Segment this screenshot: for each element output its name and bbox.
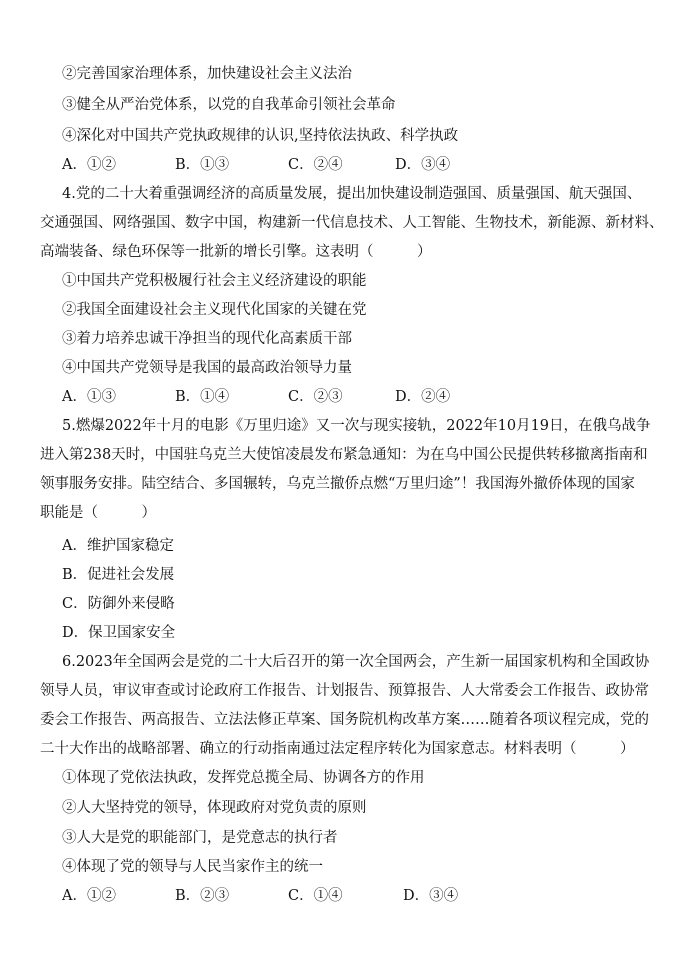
q4-stem-line-2: 交通强国、网络强国、数字中国，构建新一代信息技术、人工智能、生物技术，新能源、新材料、 xyxy=(40,215,664,231)
q6-stem-line-2: 领导人员，审议审查或讨论政府工作报告、计划报告、预算报告、人大常委会工作报告、政协常 xyxy=(40,683,649,699)
q6-option-c: C．①④ xyxy=(288,888,343,904)
q3-option-b: B．①③ xyxy=(175,157,230,173)
q5-option-a: A．维护国家稳定 xyxy=(62,538,174,554)
q3-statement-4: ④深化对中国共产党执政规律的认识,坚持依法执政、科学执政 xyxy=(62,128,459,144)
q3-option-c: C．②④ xyxy=(288,157,343,173)
q5-stem-line-4: 职能是（ ） xyxy=(40,505,156,521)
q6-statement-2: ②人大坚持党的领导，体现政府对党负责的原则 xyxy=(62,800,367,816)
q6-statement-1: ①体现了党依法执政，发挥党总揽全局、协调各方的作用 xyxy=(62,770,425,786)
q3-statement-3: ③健全从严治党体系，以党的自我革命引领社会革命 xyxy=(62,97,396,113)
q6-option-a: A．①② xyxy=(62,888,116,904)
q4-option-d: D．②④ xyxy=(395,389,451,405)
q4-stem-line-3: 高端装备、绿色环保等一批新的增长引擎。这表明（ ） xyxy=(40,244,432,260)
q6-statement-3: ③人大是党的职能部门，是党意志的执行者 xyxy=(62,830,338,846)
q4-stem-line-1: 4.党的二十大着重强调经济的高质量发展，提出加快建设制造强国、质量强国、航天强国、 xyxy=(62,186,642,202)
q6-option-b: B．②③ xyxy=(175,888,230,904)
q6-stem-line-3: 委会工作报告、两高报告、立法法修正草案、国务院机构改革方案……随着各项议程完成，党的 xyxy=(40,712,649,728)
q4-statement-3: ③着力培养忠诚干净担当的现代化高素质干部 xyxy=(62,331,352,347)
q4-statement-1: ①中国共产党积极履行社会主义经济建设的职能 xyxy=(62,273,367,289)
q6-stem-line-4: 二十大作出的战略部署、确立的行动指南通过法定程序转化为国家意志。材料表明（ ） xyxy=(40,741,635,757)
q4-option-c: C．②③ xyxy=(288,389,343,405)
q4-option-a: A．①③ xyxy=(62,389,116,405)
q5-stem-line-1: 5.燃爆2022年十月的电影《万里归途》又一次与现实接轨，2022年10月19日，在俄乌战争 xyxy=(62,418,651,434)
q4-statement-4: ④中国共产党领导是我国的最高政治领导力量 xyxy=(62,360,352,376)
q5-stem-line-2: 进入第238天时，中国驻乌克兰大使馆凌晨发布紧急通知：为在乌中国公民提供转移撤离指南和 xyxy=(40,447,648,463)
q3-option-a: A．①② xyxy=(62,157,116,173)
q6-stem-line-1: 6.2023年全国两会是党的二十大后召开的第一次全国两会，产生新一届国家机构和全国政协 xyxy=(62,654,650,670)
q4-statement-2: ②我国全面建设社会主义现代化国家的关键在党 xyxy=(62,302,367,318)
q4-option-b: B．①④ xyxy=(175,389,230,405)
q5-stem-line-3: 领事服务安排。陆空结合、多国辗转，乌克兰撤侨点燃“万里归途”！我国海外撤侨体现的国家 xyxy=(40,476,635,492)
q6-option-d: D．③④ xyxy=(403,888,459,904)
q6-statement-4: ④体现了党的领导与人民当家作主的统一 xyxy=(62,859,323,875)
q3-statement-2: ②完善国家治理体系，加快建设社会主义法治 xyxy=(62,66,352,82)
q5-option-d: D．保卫国家安全 xyxy=(62,625,176,641)
q3-option-d: D．③④ xyxy=(395,157,451,173)
q5-option-c: C．防御外来侵略 xyxy=(62,596,175,612)
q5-option-b: B．促进社会发展 xyxy=(62,567,175,583)
